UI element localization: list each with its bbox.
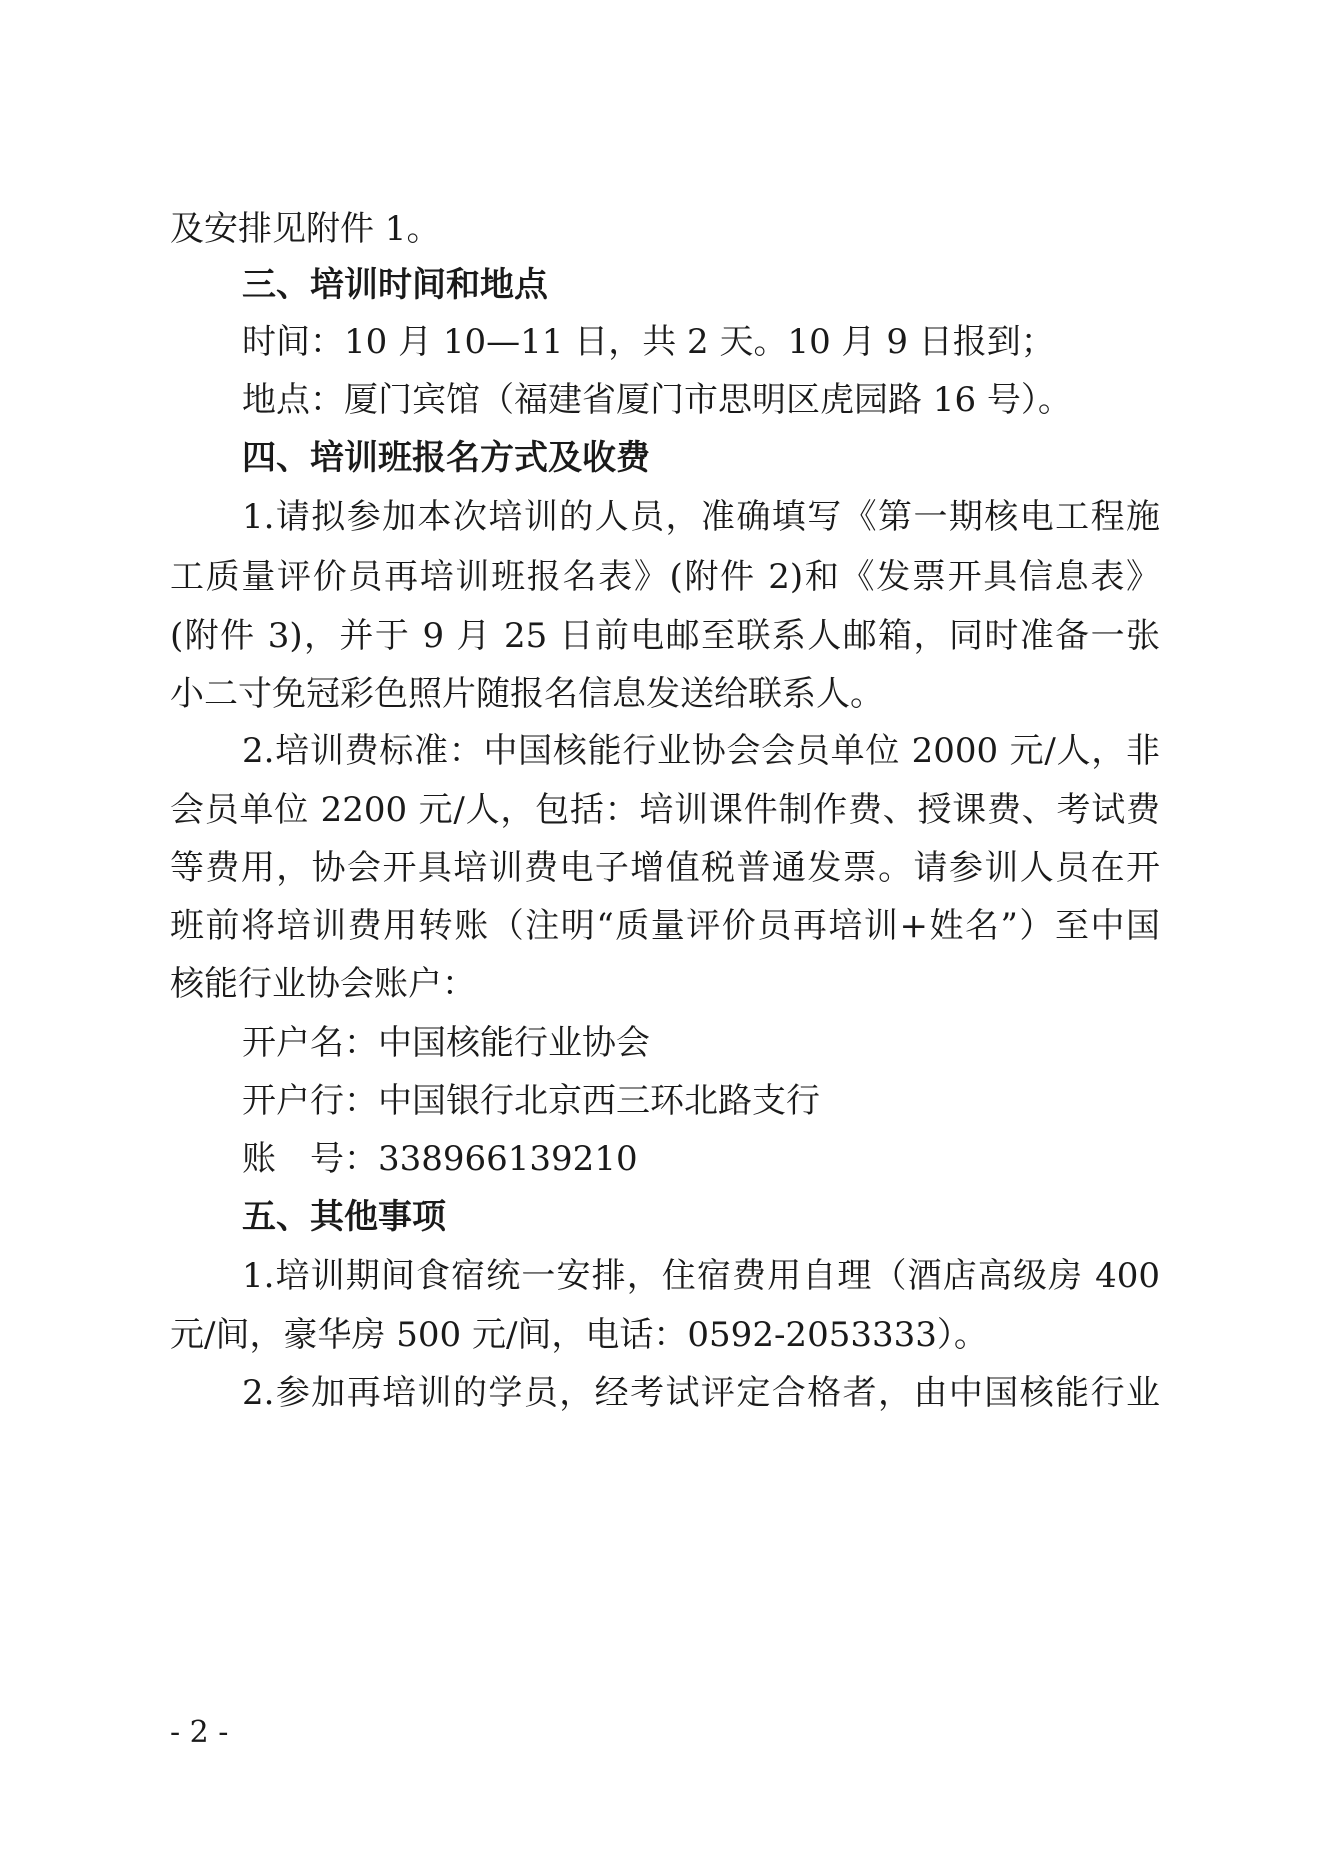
account-bank-line: 开户行：中国银行北京西三环北路支行 <box>242 1081 820 1121</box>
section-heading-four: 四、培训班报名方式及收费 <box>242 438 650 478</box>
paragraph-line: 核能行业协会账户： <box>170 964 476 1004</box>
paragraph-line: 及安排见附件 1。 <box>170 209 441 249</box>
paragraph-line: 1.培训期间食宿统一安排，住宿费用自理（酒店高级房 400 <box>242 1256 1160 1296</box>
paragraph-line: (附件 3)，并于 9 月 25 日前电邮至联系人邮箱，同时准备一张 <box>170 616 1160 656</box>
paragraph-line: 2.培训费标准：中国核能行业协会会员单位 2000 元/人，非 <box>242 731 1160 771</box>
paragraph-line: 等费用，协会开具培训费电子增值税普通发票。请参训人员在开 <box>170 848 1160 888</box>
paragraph-line: 小二寸免冠彩色照片随报名信息发送给联系人。 <box>170 674 884 714</box>
page-number: - 2 - <box>170 1715 229 1750</box>
training-time-line: 时间：10 月 10—11 日，共 2 天。10 月 9 日报到； <box>242 322 1055 362</box>
paragraph-line: 工质量评价员再培训班报名表》(附件 2)和《发票开具信息表》 <box>170 557 1160 597</box>
paragraph-line: 元/间，豪华房 500 元/间，电话：0592-2053333）。 <box>170 1315 988 1355</box>
section-heading-five: 五、其他事项 <box>242 1197 446 1237</box>
account-number-line: 账 号：338966139210 <box>242 1139 638 1179</box>
paragraph-line: 会员单位 2200 元/人，包括：培训课件制作费、授课费、考试费 <box>170 790 1160 830</box>
paragraph-line: 2.参加再培训的学员，经考试评定合格者，由中国核能行业 <box>242 1373 1160 1413</box>
account-name-line: 开户名：中国核能行业协会 <box>242 1023 650 1063</box>
paragraph-line: 班前将培训费用转账（注明“质量评价员再培训+姓名”）至中国 <box>170 906 1160 946</box>
training-location-line: 地点：厦门宾馆（福建省厦门市思明区虎园路 16 号）。 <box>242 380 1072 420</box>
section-heading-three: 三、培训时间和地点 <box>242 265 548 305</box>
paragraph-line: 1.请拟参加本次培训的人员，准确填写《第一期核电工程施 <box>242 497 1160 537</box>
